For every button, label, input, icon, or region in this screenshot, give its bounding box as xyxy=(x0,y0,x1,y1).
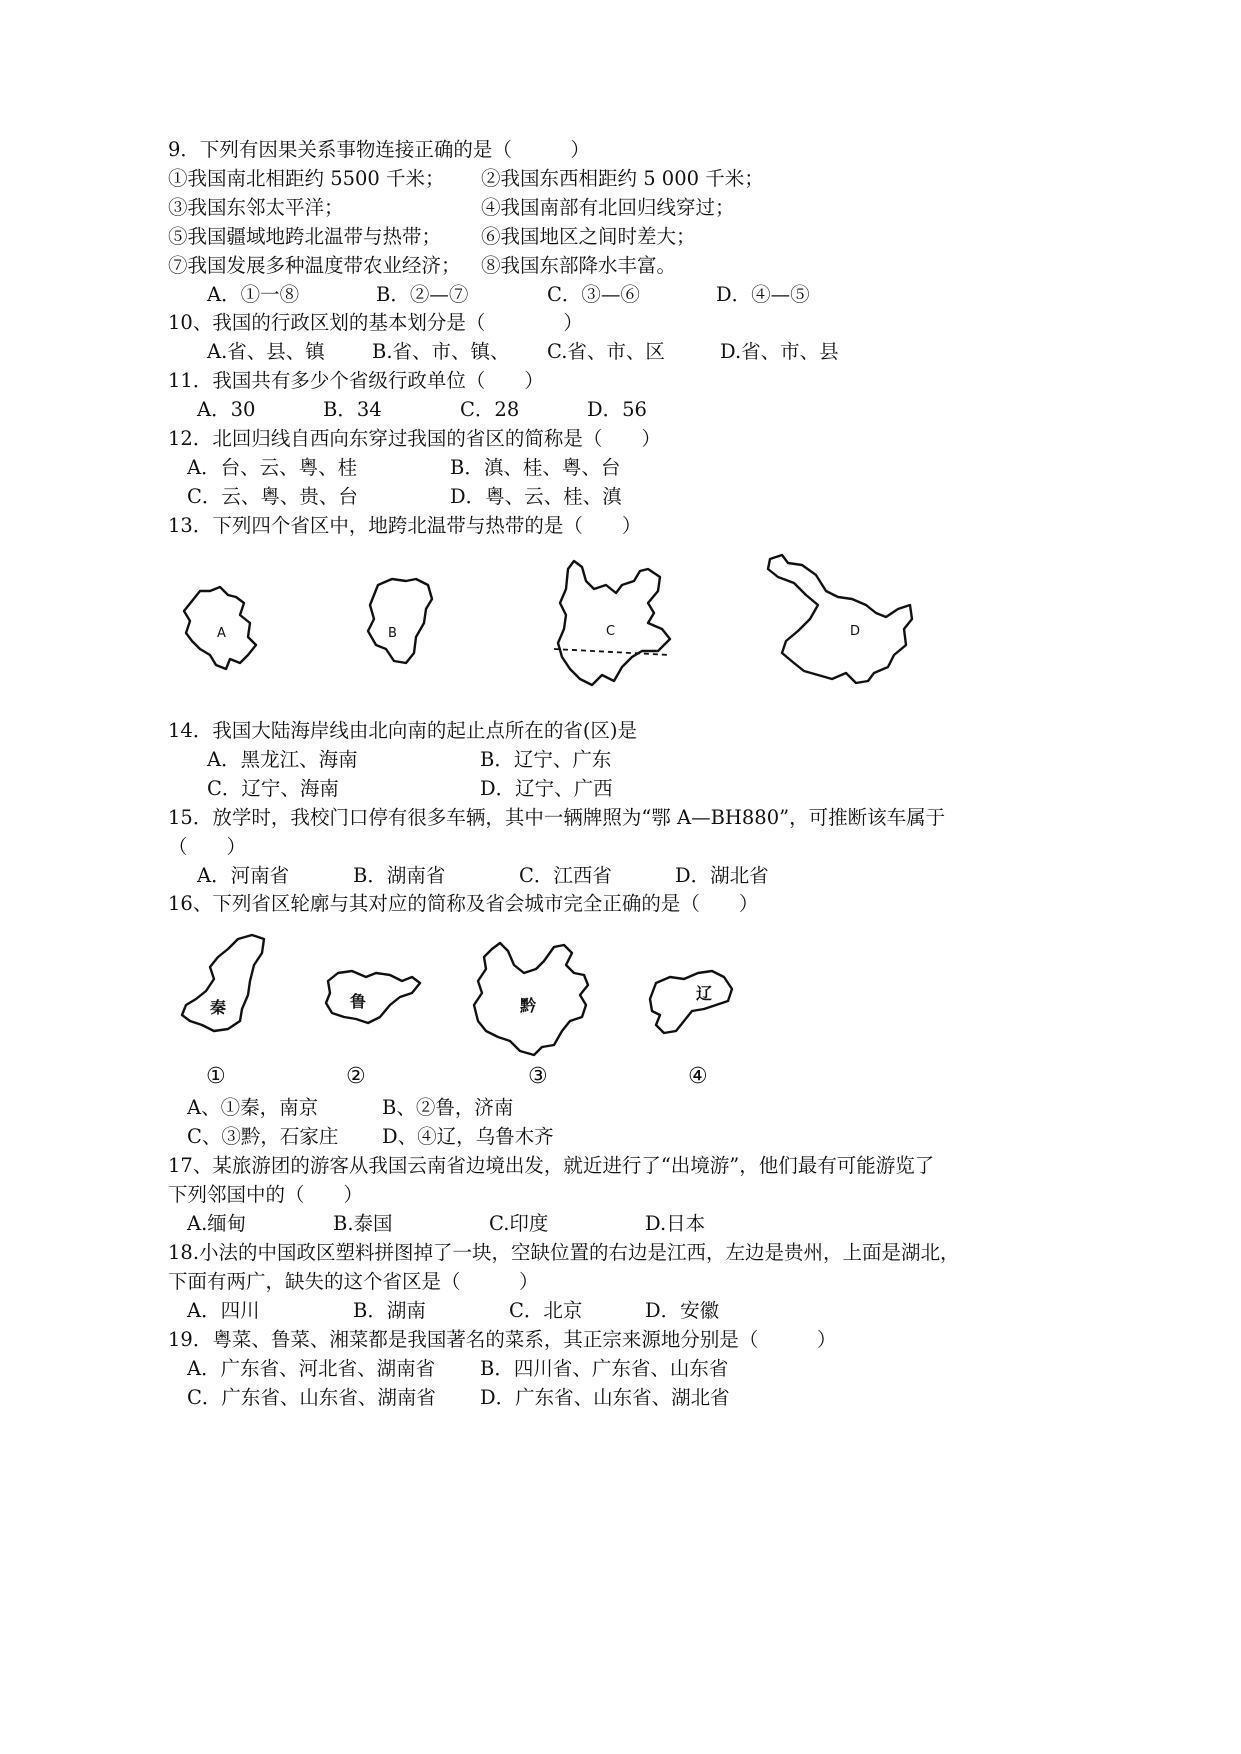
province-outline-4 xyxy=(650,971,732,1033)
map-label-b: B xyxy=(388,626,397,641)
q10-option-b: B.省、市、镇、 xyxy=(372,340,510,363)
q9-item-6: ⑥我国地区之间时差大； xyxy=(481,225,696,248)
q11-option-a: A．30 xyxy=(197,398,256,421)
q11-option-b: B．34 xyxy=(323,398,382,421)
q18-stem-cont: 下面有两广，缺失的这个省区是（ ） xyxy=(168,1270,539,1293)
q15-option-d: D．湖北省 xyxy=(675,864,769,887)
q16-option-b: B、②鲁，济南 xyxy=(382,1096,514,1119)
q9-option-a: A．①一⑧ xyxy=(207,283,300,306)
q10-option-d: D.省、市、县 xyxy=(720,340,839,363)
q14-stem: 14．我国大陆海岸线由北向南的起止点所在的省(区)是 xyxy=(168,719,638,742)
map-label-4: 辽 xyxy=(696,984,713,1003)
q16-option-c: C、③黔，石家庄 xyxy=(187,1125,339,1148)
q11-stem: 11．我国共有多少个省级行政单位（ ） xyxy=(168,369,544,392)
q9-stem: 9．下列有因果关系事物连接正确的是（ ） xyxy=(168,138,590,161)
q13-stem: 13．下列四个省区中，地跨北温带与热带的是（ ） xyxy=(168,514,642,537)
q17-stem-cont: 下列邻国中的（ ） xyxy=(168,1183,364,1206)
q9-item-4: ④我国南部有北回归线穿过； xyxy=(481,196,735,219)
q17-option-a: A.缅甸 xyxy=(187,1212,247,1235)
map-label-d: D xyxy=(850,624,861,639)
map-label-2: 鲁 xyxy=(350,992,367,1011)
q12-option-d: D．粤、云、桂、滇 xyxy=(450,485,622,508)
map-label-3: 黔 xyxy=(520,996,537,1015)
q18-option-a: A．四川 xyxy=(187,1299,260,1322)
map-number-1: ① xyxy=(206,1064,226,1089)
q15-stem-cont: （ ） xyxy=(168,835,247,858)
province-outline-d xyxy=(768,555,912,683)
q15-option-c: C．江西省 xyxy=(519,864,612,887)
province-outline-b xyxy=(368,579,432,663)
map-number-3: ③ xyxy=(528,1064,548,1089)
q18-option-b: B．湖南 xyxy=(353,1299,426,1322)
q10-option-a: A.省、县、镇 xyxy=(207,340,325,363)
q10-stem: 10、我国的行政区划的基本划分是（ ） xyxy=(168,311,583,334)
q9-option-c: C．③—⑥ xyxy=(547,283,640,306)
q16-option-a: A、①秦，南京 xyxy=(187,1096,319,1119)
q17-option-b: B.泰国 xyxy=(333,1212,393,1235)
q19-option-a: A．广东省、河北省、湖南省 xyxy=(187,1357,436,1380)
q13-province-maps xyxy=(170,545,930,700)
q9-option-b: B．②—⑦ xyxy=(376,283,469,306)
q16-stem: 16、下列省区轮廓与其对应的简称及省会城市完全正确的是（ ） xyxy=(168,892,759,915)
province-outline-2 xyxy=(326,971,420,1023)
q9-item-2: ②我国东西相距约 5 000 千米； xyxy=(481,167,764,190)
q17-option-c: C.印度 xyxy=(489,1212,549,1235)
q9-item-8: ⑧我国东部降水丰富。 xyxy=(481,254,677,277)
q17-stem: 17、某旅游团的游客从我国云南省边境出发，就近进行了“出境游”，他们最有可能游览了 xyxy=(168,1154,935,1177)
q15-option-a: A．河南省 xyxy=(197,864,290,887)
map-label-a: A xyxy=(217,626,226,641)
q17-option-d: D.日本 xyxy=(645,1212,706,1235)
q16-option-d: D、④辽，乌鲁木齐 xyxy=(382,1125,554,1148)
q11-option-d: D．56 xyxy=(587,398,647,421)
province-outline-c xyxy=(558,561,670,685)
q14-option-d: D．辽宁、广西 xyxy=(480,777,613,800)
q12-option-c: C．云、粤、贵、台 xyxy=(187,485,358,508)
q18-option-d: D．安徽 xyxy=(645,1299,720,1322)
q18-stem: 18.小法的中国政区塑料拼图掉了一块，空缺位置的右边是江西，左边是贵州，上面是湖北， xyxy=(168,1241,960,1264)
q12-option-b: B．滇、桂、粤、台 xyxy=(450,456,621,479)
q14-option-c: C．辽宁、海南 xyxy=(207,777,339,800)
q9-item-5: ⑤我国疆域地跨北温带与热带； xyxy=(168,225,442,248)
q16-province-maps xyxy=(170,925,760,1090)
q14-option-b: B．辽宁、广东 xyxy=(480,748,612,771)
map-number-4: ④ xyxy=(688,1064,708,1089)
q19-stem: 19．粤菜、鲁菜、湘菜都是我国著名的菜系，其正宗来源地分别是（ ） xyxy=(168,1328,837,1351)
q9-item-1: ①我国南北相距约 5500 千米； xyxy=(168,167,445,190)
q11-option-c: C．28 xyxy=(460,398,520,421)
q12-stem: 12．北回归线自西向东穿过我国的省区的简称是（ ） xyxy=(168,427,661,450)
q19-option-c: C．广东省、山东省、湖南省 xyxy=(187,1386,436,1409)
q19-option-d: D．广东省、山东省、湖北省 xyxy=(480,1386,730,1409)
q15-stem: 15．放学时，我校门口停有很多车辆，其中一辆牌照为“鄂 A—BH880”，可推断该车属于 xyxy=(168,806,946,829)
q9-option-d: D．④—⑤ xyxy=(716,283,810,306)
q9-item-7: ⑦我国发展多种温度带农业经济； xyxy=(168,254,461,277)
q9-item-3: ③我国东邻太平洋； xyxy=(168,196,344,219)
map-label-1: 秦 xyxy=(210,998,227,1017)
q18-option-c: C．北京 xyxy=(509,1299,583,1322)
map-number-2: ② xyxy=(346,1064,366,1089)
q14-option-a: A．黑龙江、海南 xyxy=(207,748,358,771)
q19-option-b: B．四川省、广东省、山东省 xyxy=(480,1357,729,1380)
q15-option-b: B．湖南省 xyxy=(353,864,446,887)
q10-option-c: C.省、市、区 xyxy=(547,340,665,363)
q12-option-a: A．台、云、粤、桂 xyxy=(187,456,358,479)
map-label-c: C xyxy=(606,624,616,639)
